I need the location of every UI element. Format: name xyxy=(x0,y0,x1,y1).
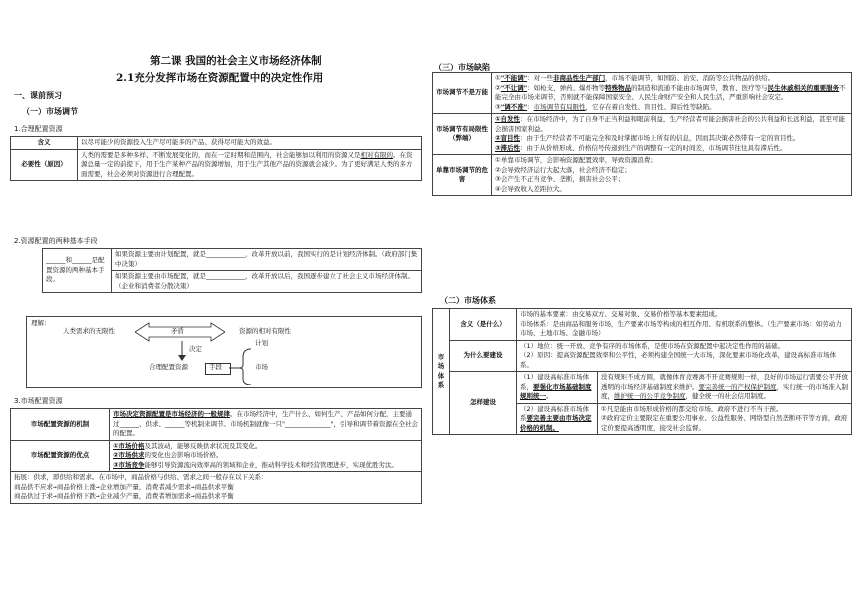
market-system-heading: （二）市场体系 xyxy=(440,296,496,305)
unified-rules-label: （1）建设高标准市场体系，要强化市场基础制度规则统一。 xyxy=(517,372,598,404)
why-build-value: （1）地位：统一开放、竞争有序的市场体系，是使市场在资源配置中起决定性作用的基础。 （2）原因：提高资源配置效率和公平性，必须构建全国统一大市场，深化要素市场化改革，建设高标准市场体系。 xyxy=(517,340,852,372)
market-defects-heading: （三）市场缺陷 xyxy=(434,63,490,72)
limitations-value: ①自发性：在市场经济中，为了自身不正当利益和眼前利益，生产经营者可能会损害社会的公共利益和长远利益，甚至可能会损害国家利益。 ②盲目性：由于生产经营者不可能完全和及时掌握市场上所有的信息，因而其决策必然带有一定的盲目性。 ③滞后性：由于从价格形成、价格信号传递到生产的调整有一定的时间差，市场调节往往具有滞后性。 xyxy=(492,114,852,155)
infinite-needs-text: 人类需求的无限性 xyxy=(63,327,115,335)
extension-note: 拓展：供求，即供给和需求。在市场中，商品价格与供给、需求之间一般存在以下关系： 商品供不应求→商品价格上涨→企业增加产量，消费者减少需求→商品供求平衡 商品供过于求→商品价格下跌→企业减少产量，消费者增加需求→商品供求平衡 xyxy=(11,472,422,504)
preview-heading: 一、课前预习 xyxy=(14,91,62,100)
mechanism-value: 市场决定资源配置是市场经济的一般规律。在市场经济中，生产什么、如何生产、产品如何分配，主要通过______、供求、______等机制来调节。市场机制就像一只"______________"，引导和调节着资源在全社会的配置。 xyxy=(110,409,422,441)
market-text: 市场 xyxy=(255,363,268,371)
item2-heading: 2.资源配置的两种基本手段 xyxy=(14,237,98,245)
market-economy-row: 如果资源主要由市场配置，就是____________，改革开放以后，我国逐步建立了社会主义市场经济体制。（企业和消费者分散决策） xyxy=(112,271,422,293)
meaning-label: 含义 xyxy=(11,137,78,150)
plan-text: 计划 xyxy=(255,339,268,347)
price-mechanism-label: （2）建设高标准市场体系要完善主要由市场决定价格的机制。 xyxy=(517,403,598,435)
lesson-title: 第二课 我国的社会主义市场经济体制 xyxy=(150,55,322,67)
market-regulation-heading: （一）市场调节 xyxy=(22,107,78,116)
not-omnipotent-value: ①"不能调"：对一些非商品性生产部门，市场不能调节，如国防、治安、消防等公共物品的供给。 ②"不让调"：如枪支、弹药、爆炸物等特殊物品的制造和流通不能由市场调节，教育、医疗等与民生休戚相关的重要服务不能完全由市场来调节，否则就不能保障国家安全、人民生命财产安全和人民生活，严重影响社会安定。 ③"调不准"：市场调节有局限性，它存在着自发性、盲目性、滞后性等缺陷。 xyxy=(492,73,852,114)
decide-text: 决定 xyxy=(189,345,202,353)
contradiction-text: 矛盾 xyxy=(171,327,184,335)
market-system-side-label: 市场体系 xyxy=(433,309,450,435)
two-means-table xyxy=(42,248,422,293)
necessity-value: 人类的需要是多种多样、不断发展变化的，而在一定时期和范围内，社会能够加以利用的资源又是相对有限的。在资源总量一定的前提下，用于生产某种产品的资源增加，用于生产其他产品的资源就会减少。为了更好满足人类的多方面需要，社会必须对资源进行合理配置。 xyxy=(78,149,422,181)
price-mechanism-value: ①凡是能由市场形成价格的都交给市场，政府不进行不当干预。 ②政府定价主要限定在重要公用事业、公益性服务、网络型自然垄断环节等方面，政府定价要提高透明度，接受社会监督。 xyxy=(598,403,852,435)
harms-value: ①单靠市场调节，会影响资源配置效率，导致资源浪费； ②会导致经济运行大起大落，社会经济不稳定； ③会产生不正当竞争、垄断，损害社会公平； ④会导致收入差距拉大。 xyxy=(492,155,852,196)
unified-rules-value: 没有规矩不成方圆，就像体育竞赛离不开竞赛规则一样，良好的市场运行需要公平开放透明的市场经济基础制度来维护。要完善统一的产权保护制度，实行统一的市场准入制度，维护统一的公平竞争制度，健全统一的社会信用制度。 xyxy=(598,372,852,404)
system-meaning-value: 市场的基本要素：由交易双方、交易对象、交易价格等基本要素组成。 市场体系：是由商品和服务市场，生产要素市场等构成的相互作用、有机联系的整体。（生产要素市场：如劳动力市场、土地市场、金融市场） xyxy=(517,309,852,341)
advantages-value: ①市场价格及其波动，能够反映供求状况及其变化。 ②市场供求的变化也会影响市场价格。 ③市场竞争能够引导资源流向效率高的领域和企业，推动科学技术和经营管理进步，实现优胜劣汰。 xyxy=(110,440,422,472)
means-text: 手段 xyxy=(209,363,222,371)
why-build-label: 为什么要建设 xyxy=(450,340,517,372)
item3-heading: 3.市场配置资源 xyxy=(14,397,63,405)
market-allocation-table xyxy=(10,408,422,504)
how-build-label: 怎样建设 xyxy=(450,372,517,435)
necessity-label: 必要性（原因） xyxy=(11,149,78,181)
not-omnipotent-label: 市场调节不是万能 xyxy=(433,73,492,114)
relative-scarcity-text: 资源的相对有限性 xyxy=(239,327,291,335)
section-title: 2.1充分发挥市场在资源配置中的决定性作用 xyxy=(116,72,324,84)
two-means-left: ______和______是配置资源的两种基本手段。 xyxy=(43,249,112,293)
mechanism-label: 市场配置资源的机制 xyxy=(11,409,110,441)
market-defects-table xyxy=(432,72,852,196)
market-system-table xyxy=(432,308,852,435)
advantages-label: 市场配置资源的优点 xyxy=(11,440,110,472)
understanding-diagram xyxy=(26,316,422,388)
harms-label: 单靠市场调节的危害 xyxy=(433,155,492,196)
meaning-value: 以尽可能少的资源投入生产尽可能多的产品、获得尽可能大的效益。 xyxy=(78,137,422,150)
rational-allocation-text: 合理配置资源 xyxy=(149,363,188,371)
decide-arrow xyxy=(177,341,187,361)
item1-heading: 1.合理配置资源 xyxy=(14,125,63,133)
limitations-label: 市场调节有局限性（弊端） xyxy=(433,114,492,155)
planned-economy-row: 如果资源主要由计划配置，就是____________，改革开放以前，我国实行的是计划经济体制。（政府部门集中决策） xyxy=(112,249,422,271)
diagram-label: 理解： xyxy=(31,319,51,327)
resource-allocation-table xyxy=(10,136,422,181)
system-meaning-label: 含义（是什么） xyxy=(450,309,517,341)
